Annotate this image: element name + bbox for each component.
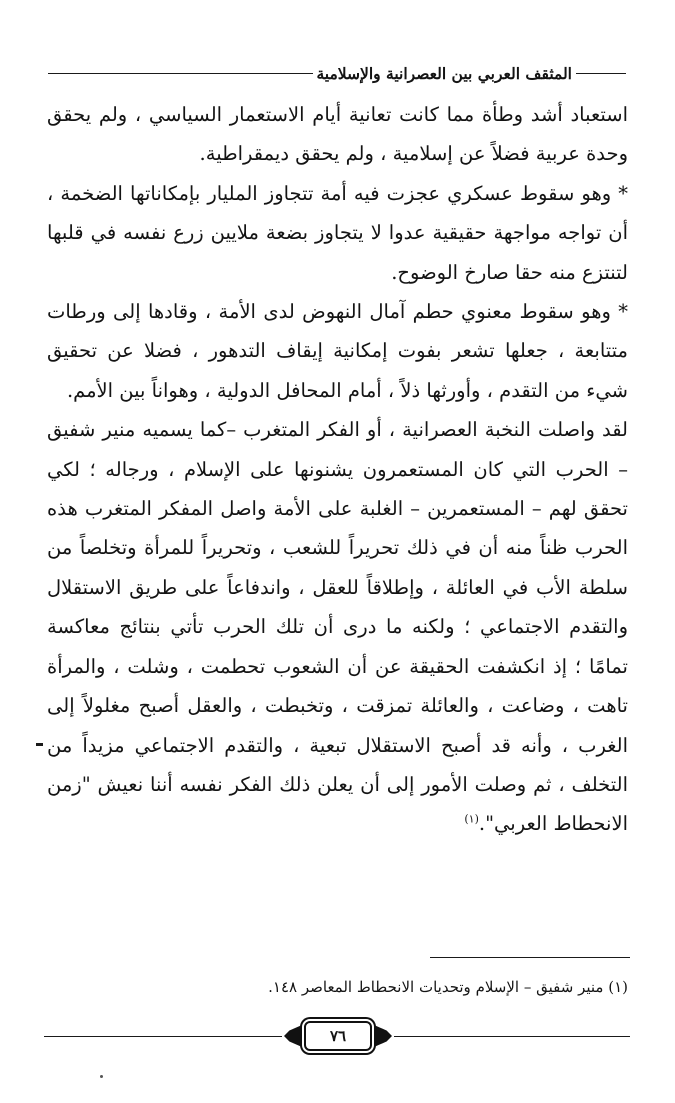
page-number-ornament [282, 1019, 394, 1053]
scan-speck [100, 1075, 103, 1078]
paragraph-3: * وهو سقوط معنوي حطم آمال النهوض لدى الأمة ، وقادها إلى ورطات متتابعة ، جعلها تشعر بفوت إمكانية إيقاف التدهور ، فضلا عن تحقيق شيء من التقدم ، وأورثها ذلاً ، أمام المحافل الدولية ، وهواناً بين الأمم. [47, 300, 628, 402]
paragraph-1: استعباد أشد وطأة مما كانت تعانية أيام الاستعمار السياسي ، ولم يحقق وحدة عربية فضلاً عن إسلامية ، ولم يحقق ديمقراطية. [47, 103, 628, 166]
paragraph-2: * وهو سقوط عسكري عجزت فيه أمة تتجاوز المليار بإمكاناتها الضخمة ، أن تواجه مواجهة حقيقية عدوا لا يتجاوز بضعة ملايين زرع نفسه في قلبها لتنتزع منه حقا صارخ الوضوح. [47, 181, 628, 284]
footnote-separator [430, 957, 630, 958]
paragraph-4-text: لقد واصلت النخبة العصرانية ، أو الفكر المتغرب –كما يسميه منير شفيق – الحرب التي كان المستعمرون يشنونها على الإسلام ، ورجاله ؛ لكي تحقق لهم – المستعمرين – الغلبة على الأمة واصل المفكر المتغرب هذه الحرب ظناً منه أن في ذلك تحريراً للشعب ، وتحريراً للمرأة وتخلصاً من سلطة الأب في العائلة ، وإطلاقاً للعقل ، واندفاعاً على طريق الاستقلال والتقدم الاجتماعي ؛ ولكنه ما درى أن تلك الحرب تأتي بنتائج معاكسة تمامًا ؛ إذ انكشفت الحقيقة عن أن الشعوب تحطمت ، وشلت ، والمرأة تاهت ، وضاعت ، والعائلة تمزقت ، وتخبطت ، والعقل أصبح مغلولاً إلى الغرب ، وأنه قد أصبح الاستقلال تبعية ، والتقدم الاجتماعي مزيداً من التخلف ، ثم وصلت الأمور إلى أن يعلن ذلك الفكر نفسه أننا نعيش "زمن الانحطاط العربي". [47, 418, 628, 836]
paragraph-4 [47, 410, 628, 843]
header-rule-right [576, 73, 626, 74]
footnote-reference[interactable]: (١) [464, 812, 479, 826]
ornament-right-icon [374, 1025, 392, 1047]
margin-mark [36, 743, 43, 746]
page-number-frame [304, 1021, 372, 1051]
header-title: المثقف العربي بين العصرانية والإسلامية [316, 63, 572, 83]
header-rule-left [48, 73, 313, 74]
footnote: (١) منير شفيق – الإسلام وتحديات الانحطاط المعاصر ١٤٨. [268, 978, 628, 996]
ornament-left-icon [284, 1025, 302, 1047]
body-text [47, 95, 628, 844]
page-number: ٧٦ [329, 1027, 347, 1045]
running-header [44, 58, 630, 88]
